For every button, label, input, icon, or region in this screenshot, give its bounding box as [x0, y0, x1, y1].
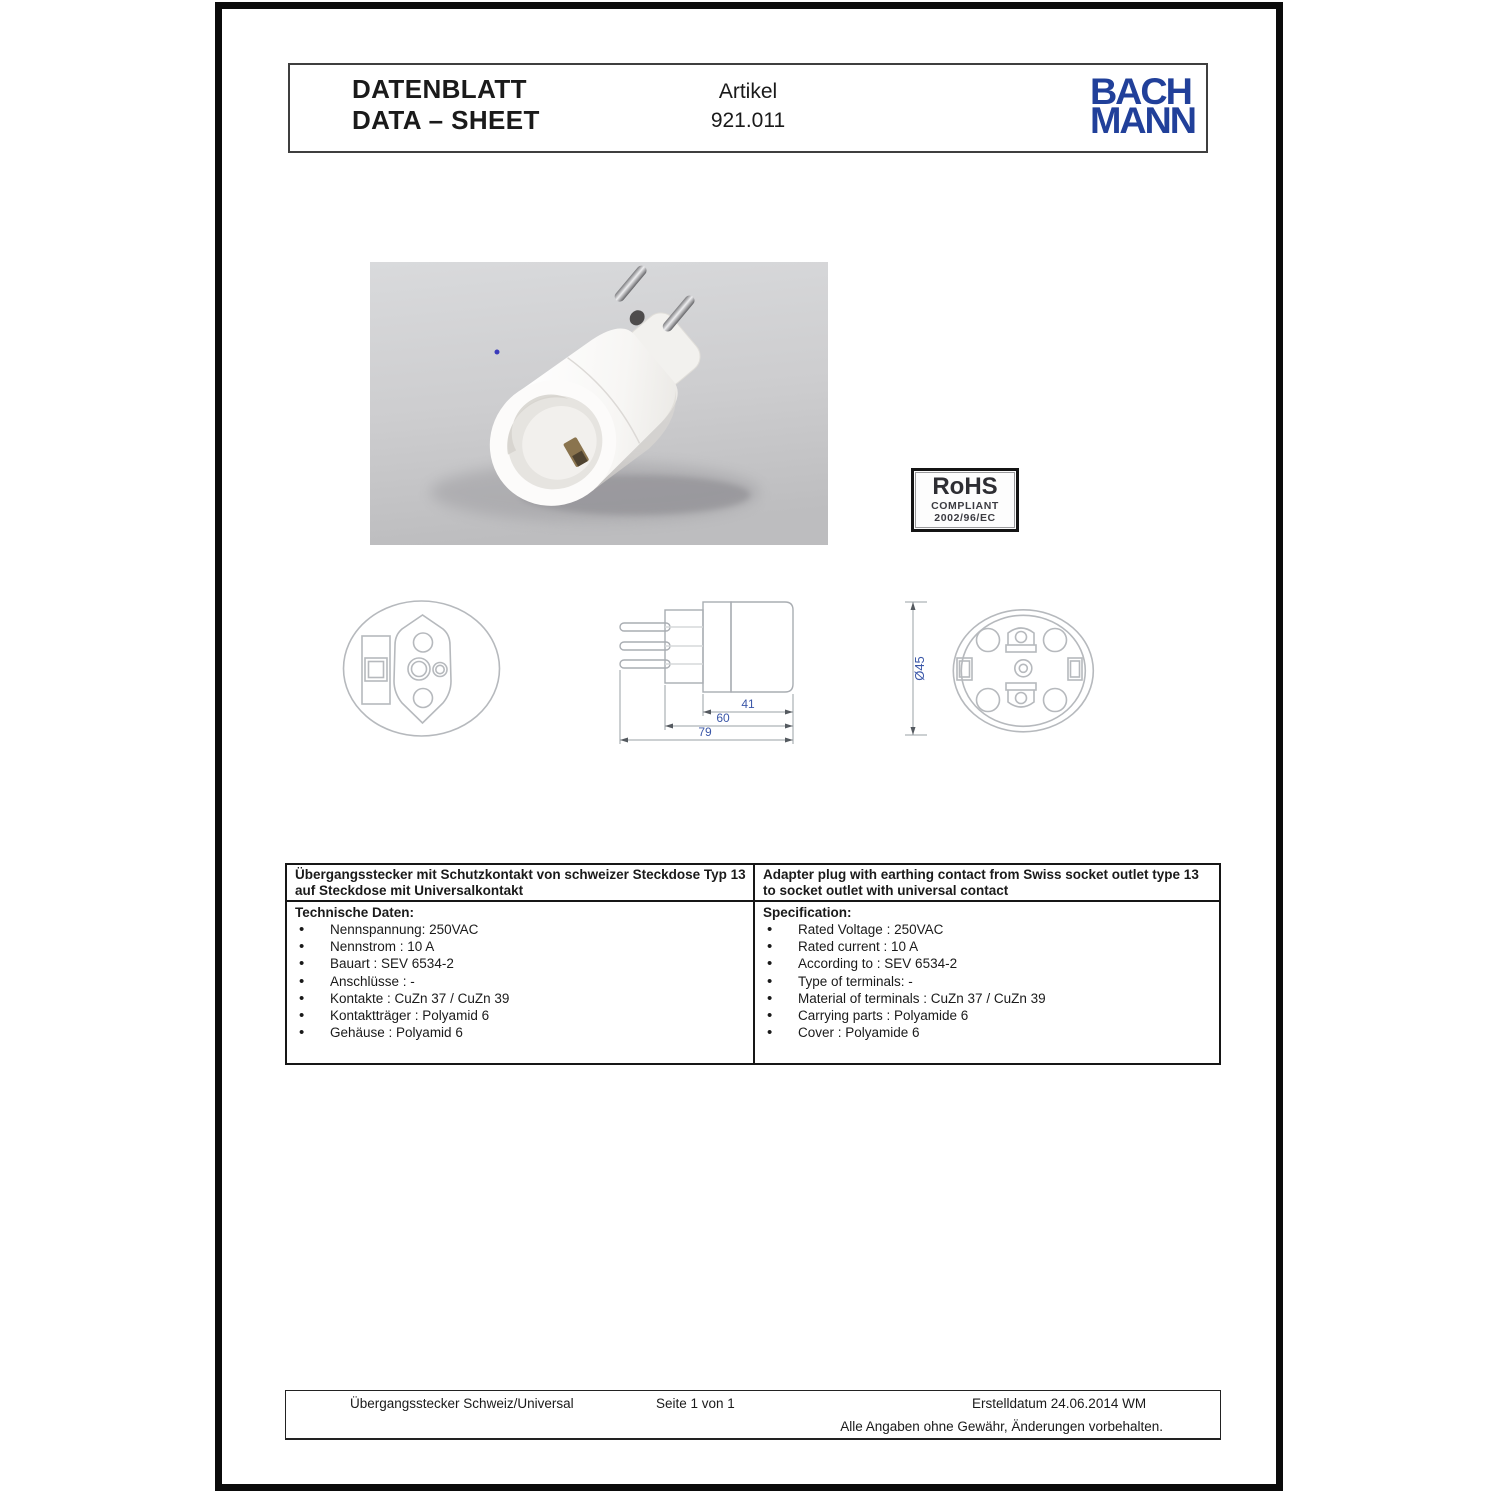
rohs-directive-text: 2002/96/EC — [934, 512, 996, 524]
spec-item-de: • Kontakte : CuZn 37 / CuZn 39 — [295, 990, 747, 1007]
product-photo — [370, 262, 828, 545]
dim-60-label: 60 — [716, 711, 730, 725]
spec-item-de: • Anschlüsse : - — [295, 973, 747, 990]
spec-item-de: • Kontaktträger : Polyamid 6 — [295, 1007, 747, 1024]
article-block — [290, 71, 1206, 141]
table-header-de: Übergangsstecker mit Schutzkontakt von schweizer Steckdose Typ 13 auf Steckdose mit Universalkontakt — [295, 867, 746, 898]
rohs-badge — [911, 468, 1019, 532]
title-line-de: DATENBLATT — [352, 74, 527, 104]
title-line-en: DATA – SHEET — [352, 105, 540, 135]
footer-creation-date: Erstelldatum 24.06.2014 WM — [972, 1396, 1147, 1411]
spec-item-en: • Rated current : 10 A — [763, 938, 1213, 955]
table-header-en: Adapter plug with earthing contact from Swiss socket outlet type 13 to socket outlet with universal contact — [753, 865, 1219, 900]
spec-item-en: • Rated Voltage : 250VAC — [763, 921, 1213, 938]
spec-table — [285, 863, 1221, 1065]
footer-box — [285, 1390, 1221, 1440]
dim-diameter-label: Ø45 — [912, 656, 927, 681]
footer-disclaimer: Alle Angaben ohne Gewähr, Änderungen vorbehalten. — [840, 1419, 1163, 1434]
spec-item-en: • Carrying parts : Polyamide 6 — [763, 1007, 1213, 1024]
table-cell-de — [287, 902, 753, 1063]
rohs-badge-inner — [915, 472, 1015, 528]
dim-79-label: 79 — [698, 725, 712, 739]
footer-product-name: Übergangsstecker Schweiz/Universal — [350, 1396, 574, 1411]
rear-view-drawing — [895, 575, 1115, 767]
spec-item-de: • Nennspannung: 250VAC — [295, 921, 747, 938]
photo-artifact-dot — [495, 350, 500, 355]
logo-line-1: BACH — [1089, 71, 1191, 112]
dim-41-label: 41 — [741, 697, 755, 711]
front-view-drawing — [340, 585, 515, 753]
footer-page-number: Seite 1 von 1 — [656, 1396, 735, 1411]
spec-item-de: • Nennstrom : 10 A — [295, 938, 747, 955]
section-title-en: Specification: — [763, 905, 852, 920]
spec-item-en: • Cover : Polyamide 6 — [763, 1024, 1213, 1041]
spec-item-de: • Gehäuse : Polyamid 6 — [295, 1024, 747, 1041]
spec-list-en — [763, 921, 1213, 1041]
rohs-title: RoHS — [932, 473, 998, 500]
spec-item-de: • Bauart : SEV 6534-2 — [295, 955, 747, 972]
article-number: 921.011 — [710, 109, 786, 132]
header-box — [288, 63, 1208, 153]
side-view-drawing — [605, 582, 805, 752]
spec-item-en: • Type of terminals: - — [763, 973, 1213, 990]
section-title-de: Technische Daten: — [295, 905, 415, 920]
table-body-row — [287, 902, 1219, 1063]
spec-item-en: • According to : SEV 6534-2 — [763, 955, 1213, 972]
rohs-compliant-text: COMPLIANT — [931, 500, 999, 512]
spec-item-en: • Material of terminals : CuZn 37 / CuZn 39 — [763, 990, 1213, 1007]
article-label: Artikel — [718, 80, 778, 103]
table-cell-en — [753, 902, 1219, 1063]
logo-line-2: MANN — [1089, 100, 1195, 141]
spec-list-de — [295, 921, 747, 1041]
table-header-row — [287, 865, 1219, 902]
bachmann-logo — [1089, 71, 1195, 141]
adapter-plug-photo — [370, 262, 828, 545]
